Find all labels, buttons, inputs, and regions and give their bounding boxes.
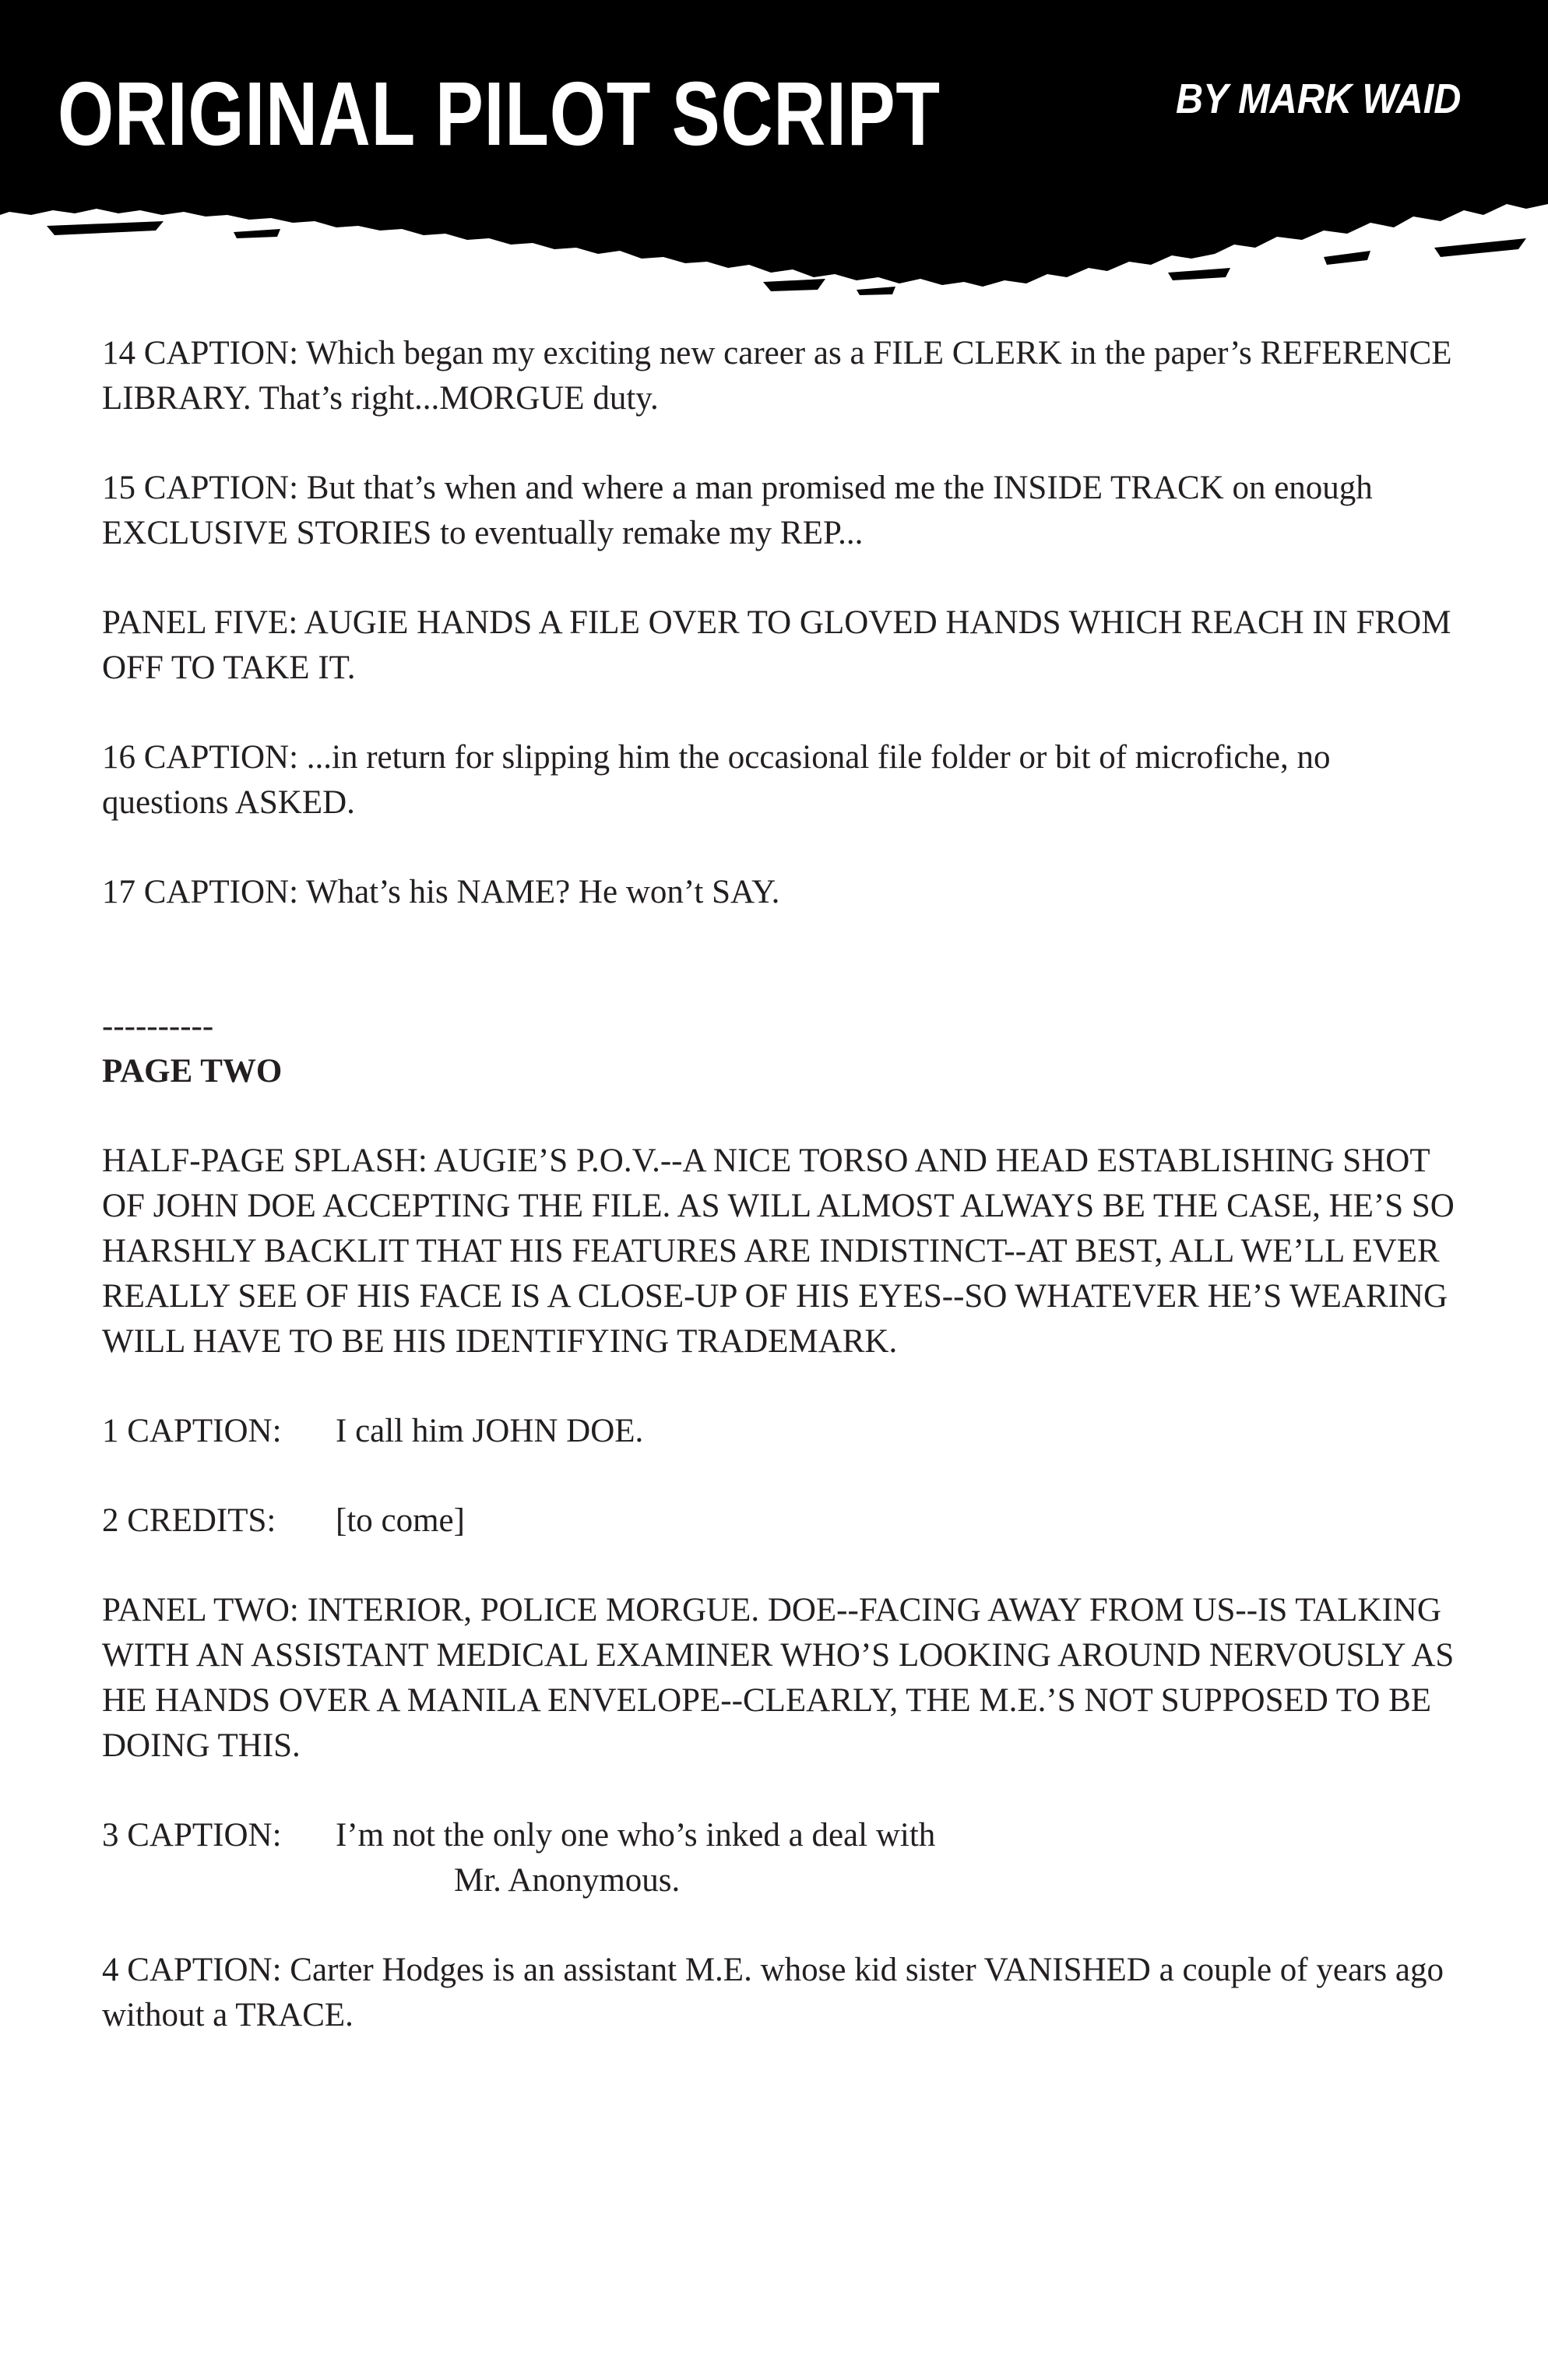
page-two-caption-1 bbox=[102, 1409, 1457, 1454]
caption-16: 16 CAPTION: ...in return for slipping him the occasional file folder or bit of microfiche, no questions ASKED. bbox=[102, 739, 1331, 821]
caption-text: I call him JOHN DOE. bbox=[336, 1413, 644, 1449]
caption-label: 1 CAPTION: bbox=[102, 1413, 282, 1449]
caption-17: 17 CAPTION: What’s his NAME? He won’t SAY. bbox=[102, 874, 780, 910]
credits-label: 2 CREDITS: bbox=[102, 1502, 276, 1539]
caption-label: 3 CAPTION: bbox=[102, 1817, 282, 1854]
panel-two-description: PANEL TWO: INTERIOR, POLICE MORGUE. DOE--FACING AWAY FROM US--IS TALKING WITH AN ASSISTANT MEDICAL EXAMINER WHO’S LOOKING AROUND NERVOUSLY AS HE HANDS OVER A MANILA ENVELOPE--CLEARLY, THE M.E.’S NOT SUPPOSED TO BE DOING THIS. bbox=[102, 1592, 1455, 1764]
page-two-caption-4: 4 CAPTION: Carter Hodges is an assistant M.E. whose kid sister VANISHED a couple of years ago without a TRACE. bbox=[102, 1952, 1444, 2033]
section-divider: ---------- bbox=[102, 1008, 214, 1044]
caption-text: I’m not the only one who’s inked a deal with bbox=[336, 1817, 936, 1854]
header-banner bbox=[0, 0, 1548, 296]
panel-five-description: PANEL FIVE: AUGIE HANDS A FILE OVER TO GLOVED HANDS WHICH REACH IN FROM OFF TO TAKE IT. bbox=[102, 604, 1451, 686]
caption-15: 15 CAPTION: But that’s when and where a man promised me the INSIDE TRACK on enough EXCLUSIVE STORIES to eventually remake my REP... bbox=[102, 470, 1373, 551]
page-two-caption-3 bbox=[102, 1813, 1457, 1903]
caption-continuation: Mr. Anonymous. bbox=[454, 1862, 681, 1899]
caption-14: 14 CAPTION: Which began my exciting new career as a FILE CLERK in the paper’s REFERENCE LIBRARY. That’s right...MORGUE duty. bbox=[102, 335, 1452, 417]
page-two-credits bbox=[102, 1498, 1457, 1544]
script-body bbox=[102, 331, 1457, 2082]
page-two-heading: PAGE TWO bbox=[102, 1053, 283, 1090]
half-page-splash-description: HALF-PAGE SPLASH: AUGIE’S P.O.V.--A NICE TORSO AND HEAD ESTABLISHING SHOT OF JOHN DOE ACCEPTING THE FILE. AS WILL ALMOST ALWAYS BE THE CASE, HE’S SO HARSHLY BACKLIT THAT HIS FEATURES ARE INDISTINCT--AT BEST, ALL WE’LL EVER REALLY SEE OF HIS FACE IS A CLOSE-UP OF HIS EYES--SO WHATEVER HE’S WEARING WILL HAVE TO BE HIS IDENTIFYING TRADEMARK. bbox=[102, 1142, 1455, 1360]
credits-text: [to come] bbox=[336, 1502, 465, 1539]
author-byline: BY MARK WAID bbox=[1176, 76, 1462, 122]
page-title: ORIGINAL PILOT SCRIPT bbox=[58, 63, 941, 164]
